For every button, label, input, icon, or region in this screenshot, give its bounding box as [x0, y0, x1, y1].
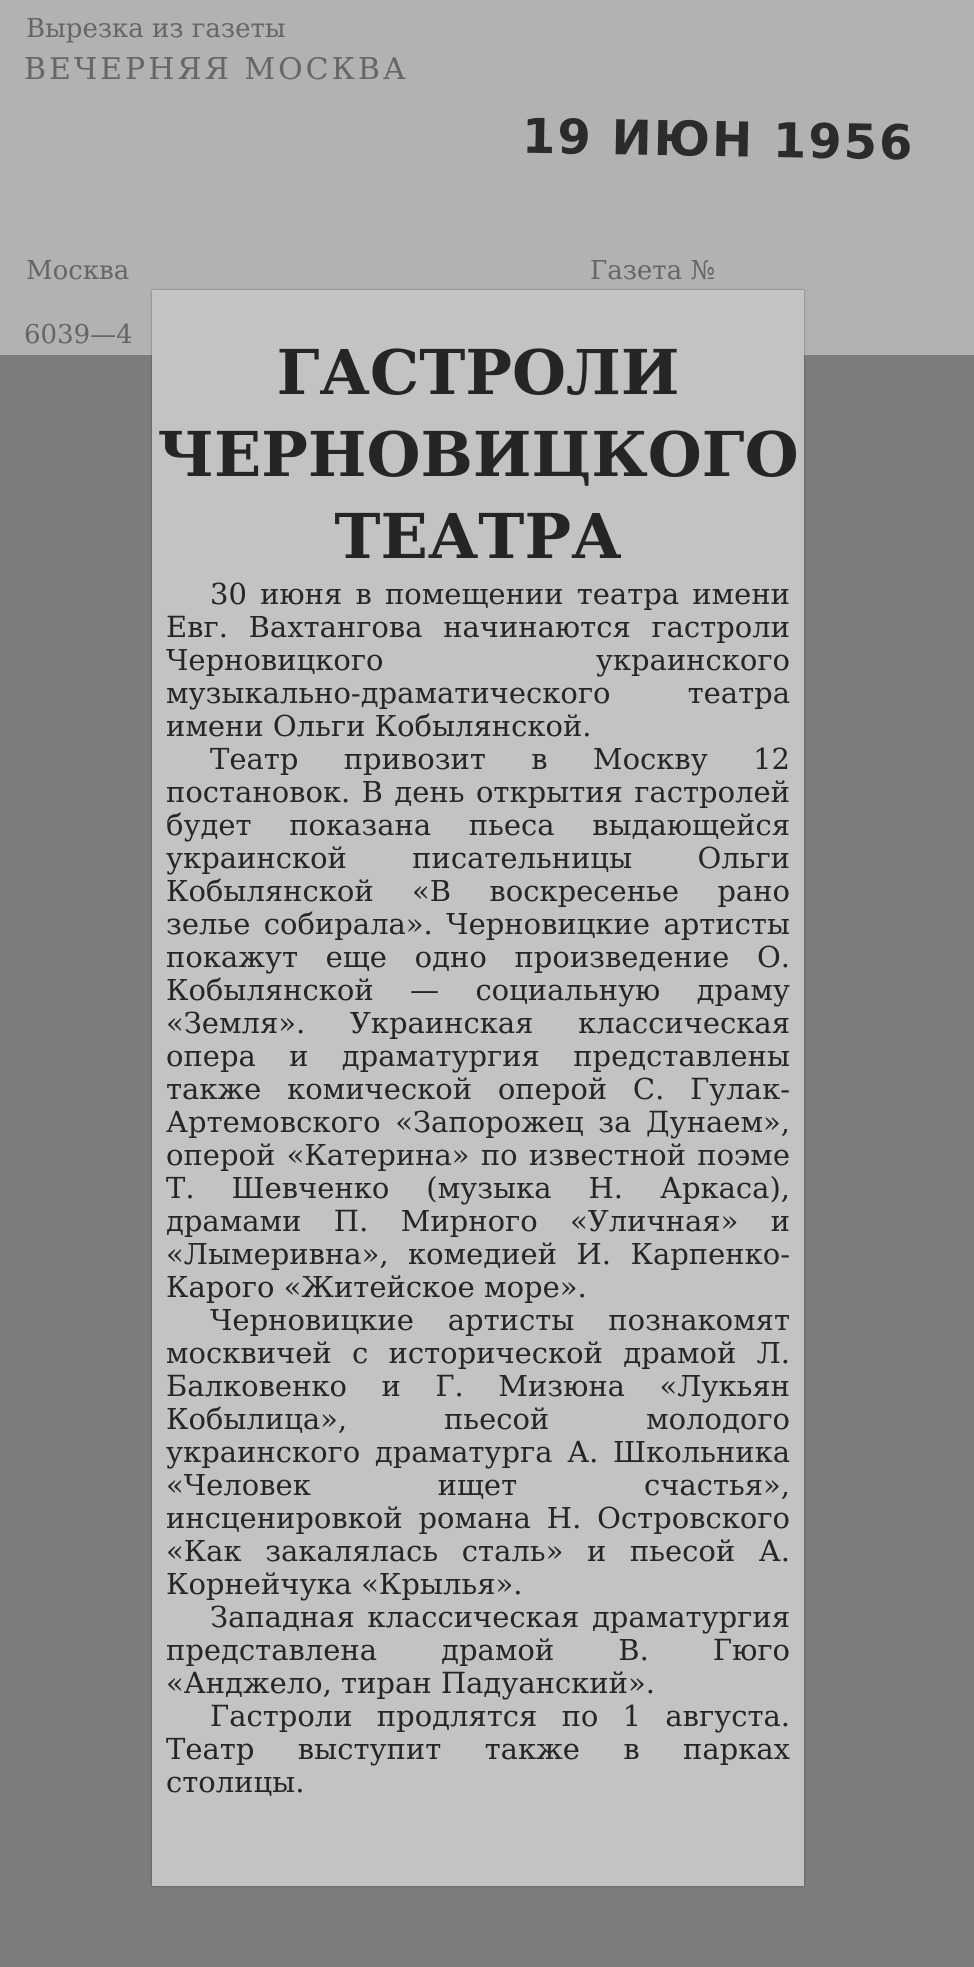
source-label: Вырезка из газеты: [26, 14, 286, 44]
newspaper-name: ВЕЧЕРНЯЯ МОСКВА: [24, 52, 409, 87]
headline-line: ЧЕРНОВИЦКОГО: [157, 418, 799, 491]
gazeta-number-label: Газета №: [590, 256, 716, 286]
article-paragraph: Театр привозит в Москву 12 постановок. В день открытия гастролей будет показана пьеса выдающейся украинской писательницы Ольги Кобылянской «В воскресенье рано зелье собирала». Черновицкие артисты покажут еще одно произведение О. Кобылянской — социальную драму «Земля». Украинская классическая опера и драматургия представлены также комической оперой С. Гулак-Артемовского «Запорожец за Дунаем», оперой «Катерина» по известной поэме Т. Шевченко (музыка Н. Аркаса), драмами П. Мирного «Уличная» и «Лымеривна», комедией И. Карпенко-Карого «Житейское море».: [166, 742, 790, 1304]
article-paragraph: Западная классическая драматургия представлена драмой В. Гюго «Анджело, тиран Падуанский».: [166, 1600, 790, 1700]
article-paragraph: Гастроли продлятся по 1 августа. Театр выступит также в парках столицы.: [166, 1699, 790, 1799]
form-code: 6039—4: [24, 320, 133, 350]
article-headline: [152, 332, 804, 578]
headline-line: ГАСТРОЛИ: [276, 336, 680, 409]
article-paragraph: Черновицкие артисты познакомят москвичей с исторической драмой Л. Балковенко и Г. Мизюна «Лукьян Кобылица», пьесой молодого украинского драматурга А. Школьника «Человек ищет счастья», инсценировкой романа Н. Островского «Как закалялась сталь» и пьесой А. Корнейчука «Крылья».: [166, 1303, 790, 1601]
article-body: [166, 578, 790, 1799]
headline-line: ТЕАТРА: [334, 500, 622, 573]
date-stamp: 19 ИЮН 1956: [521, 108, 915, 172]
city-label: Москва: [26, 256, 130, 286]
newspaper-clipping: [152, 290, 804, 1886]
article-paragraph: 30 июня в помещении театра имени Евг. Вахтангова начинаются гастроли Черновицкого украинского музыкально-драматического театра имени Ольги Кобылянской.: [166, 577, 790, 743]
